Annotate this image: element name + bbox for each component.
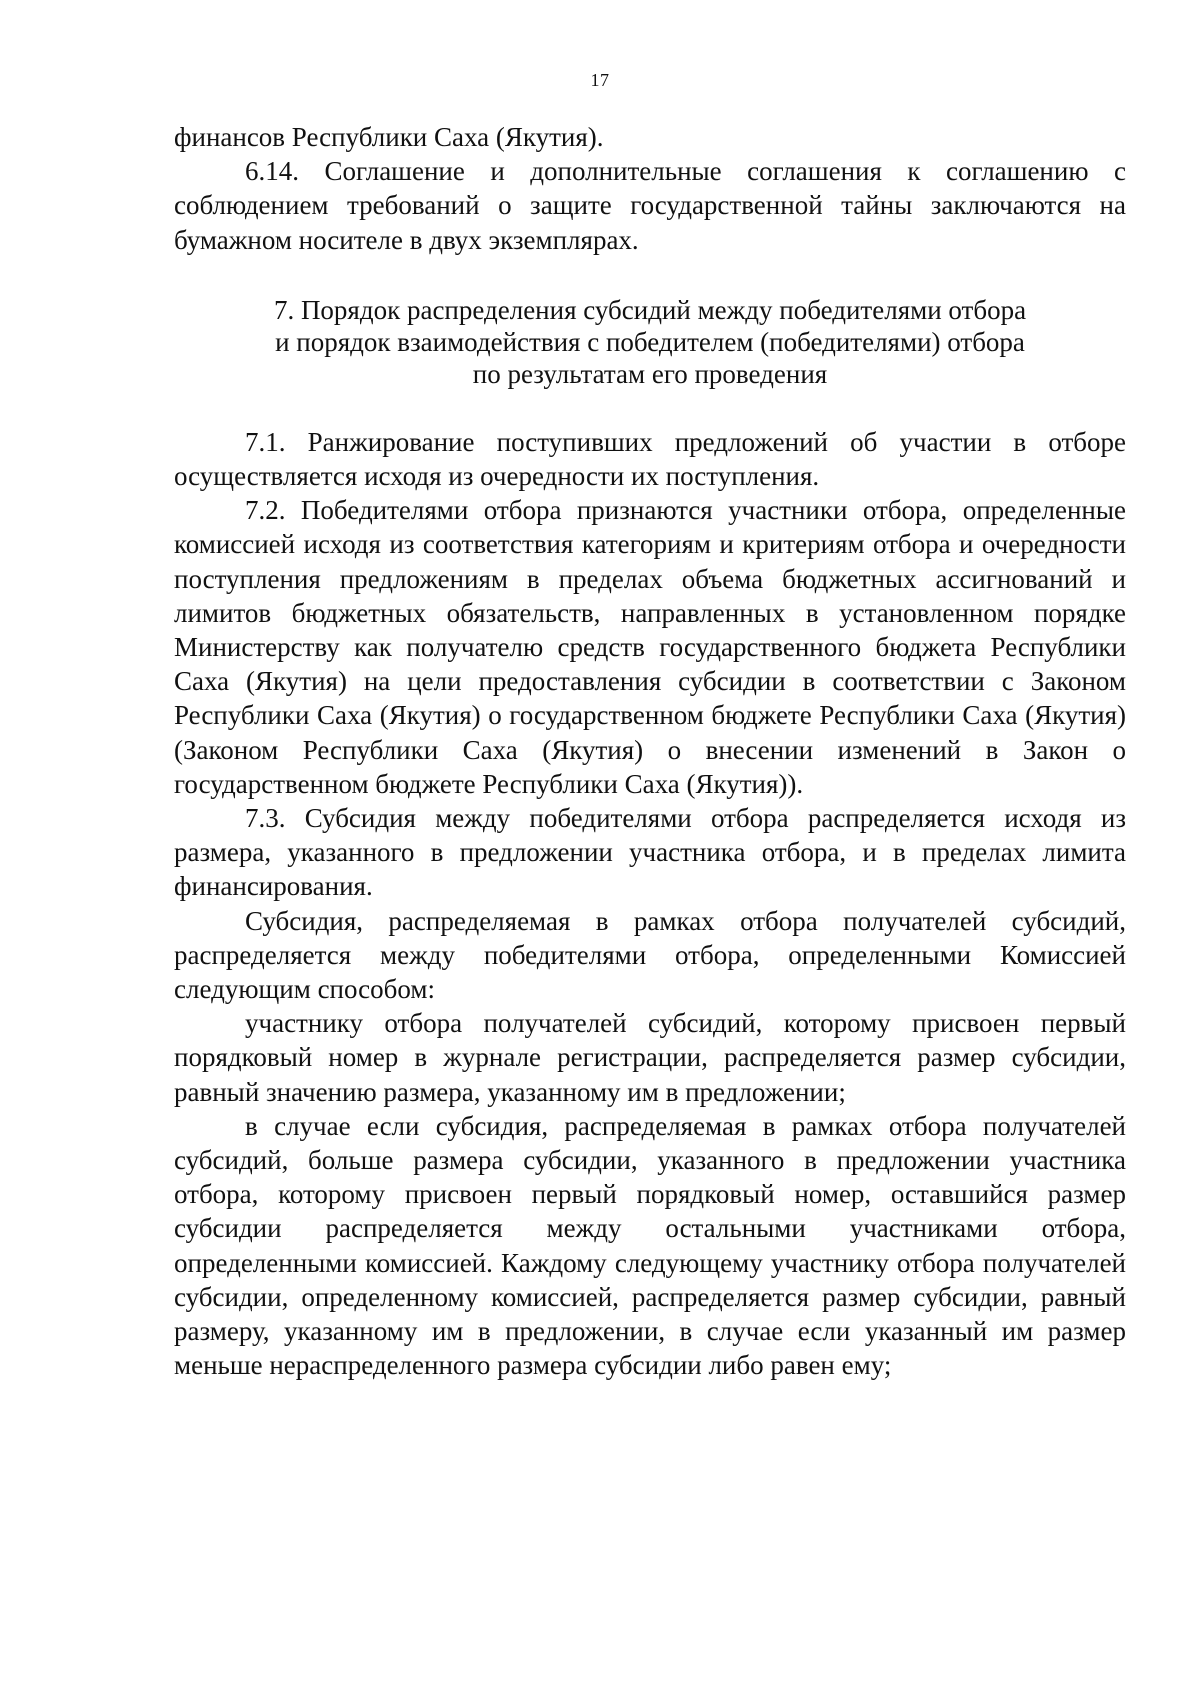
- paragraph-7-3: 7.3. Субсидия между победителями отбора распределяется исходя из размера, указанного в предложении участника отбора, и в пределах лимита финансирования.: [174, 803, 1126, 902]
- paragraph-7-1: 7.1. Ранжирование поступивших предложений об участии в отборе осуществляется исходя из очередности их поступления.: [174, 426, 1126, 492]
- section-title-line-2: и порядок взаимодействия с победителем (победителями) отбора: [275, 326, 1025, 357]
- section-title-line-1: 7. Порядок распределения субсидий между победителями отбора: [273, 294, 1027, 325]
- document-body: [174, 120, 1126, 1383]
- page-number: 17: [590, 70, 610, 90]
- paragraph-6-14: 6.14. Соглашение и дополнительные соглашения к соглашению с соблюдением требований о защите государственной тайны заключаются на бумажном носителе в двух экземплярах.: [174, 156, 1126, 255]
- paragraph-continuation: финансов Республики Саха (Якутия).: [174, 122, 604, 152]
- paragraph-subsidy-distribution: Субсидия, распределяемая в рамках отбора получателей субсидий, распределяется между победителями отбора, определенными Комиссией следующим способом:: [174, 905, 1126, 1005]
- paragraph-first-participant: участнику отбора получателей субсидий, которому присвоен первый порядковый номер в журнале регистрации, распределяется размер субсидии, равный значению размера, указанному им в предложении;: [174, 1008, 1126, 1107]
- paragraph-remaining-participants: в случае если субсидия, распределяемая в рамках отбора получателей субсидий, больше размера субсидии, указанного в предложении участника отбора, которому присвоен первый порядковый номер, оставшийся размер субсидии распределяется между остальными участниками отбора, определенными комиссией. Каждому следующему участнику отбора получателей субсидии, определенному комиссией, распределяется размер субсидии, равный размеру, указанному им в предложении, в случае если указанный им размер меньше нераспределенного размера субсидии либо равен ему;: [174, 1110, 1126, 1381]
- paragraph-7-2: 7.2. Победителями отбора признаются участники отбора, определенные комиссией исходя из соответствия категориям и критериям отбора и очередности поступления предложениям в пределах объема бюджетных ассигнований и лимитов бюджетных обязательств, направленных в установленном порядке Министерству как получателю средств государственного бюджета Республики Саха (Якутия) на цели предоставления субсидии в соответствии с Законом Республики Саха (Якутия) о государственном бюджете Республики Саха (Якутия) (Законом Республики Саха (Якутия) о внесении изменений в Закон о государственном бюджете Республики Саха (Якутия)).: [174, 495, 1126, 799]
- section-7-heading: [174, 294, 1126, 390]
- section-title-line-3: по результатам его проведения: [472, 358, 828, 389]
